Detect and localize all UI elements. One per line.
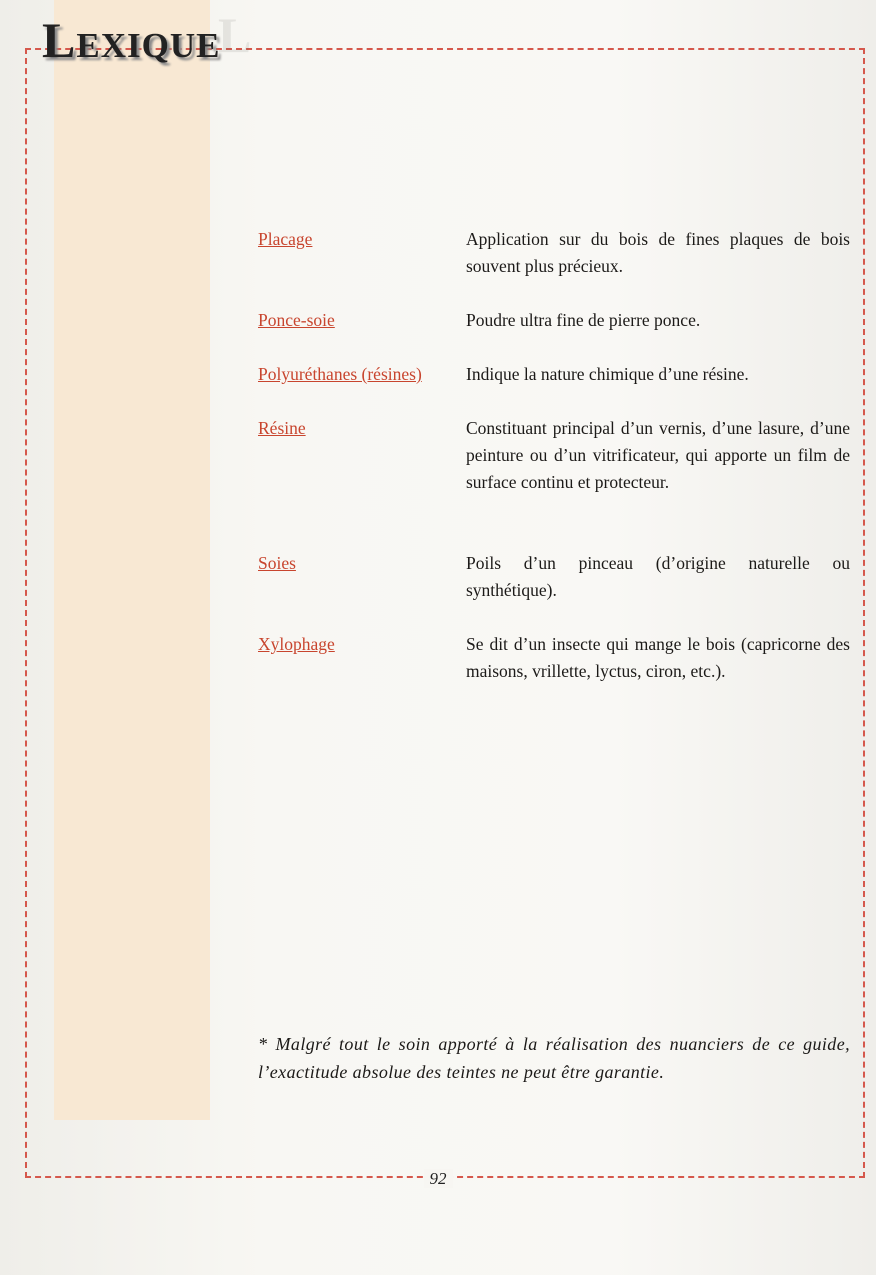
page-number-wrapper — [0, 1169, 876, 1189]
glossary-term: Résine — [258, 418, 306, 438]
dashed-frame — [25, 48, 865, 1178]
glossary-term: Placage — [258, 229, 313, 249]
glossary-term: Xylophage — [258, 634, 335, 654]
glossary-definition: Poils d’un pinceau (d’origine naturelle ou synthétique). — [466, 553, 850, 600]
glossary-term: Ponce-soie — [258, 310, 335, 330]
page-title: Lexique — [42, 12, 221, 68]
page-number: 92 — [424, 1169, 453, 1188]
footnote: * Malgré tout le soin apporté à la réalisation des nuanciers de ce guide, l’exactitude absolue des teintes ne peut être garantie. — [258, 1034, 850, 1082]
glossary-definition: Indique la nature chimique d’une résine. — [466, 364, 749, 384]
glossary-term: Polyuréthanes (résines) — [258, 364, 422, 384]
glossary-definition: Application sur du bois de fines plaques de bois souvent plus précieux. — [466, 229, 850, 276]
title-bleed-through: L — [218, 7, 252, 63]
glossary-definition: Poudre ultra fine de pierre ponce. — [466, 310, 701, 330]
glossary-definition: Se dit d’un insecte qui mange le bois (capricorne des maisons, vrillette, lyctus, ciron, etc.). — [466, 634, 850, 681]
glossary-term: Soies — [258, 553, 296, 573]
glossary-definition: Constituant principal d’un vernis, d’une lasure, d’une peinture ou d’un vitrificateur, qui apporte un film de surface continu et protecteur. — [466, 418, 850, 492]
